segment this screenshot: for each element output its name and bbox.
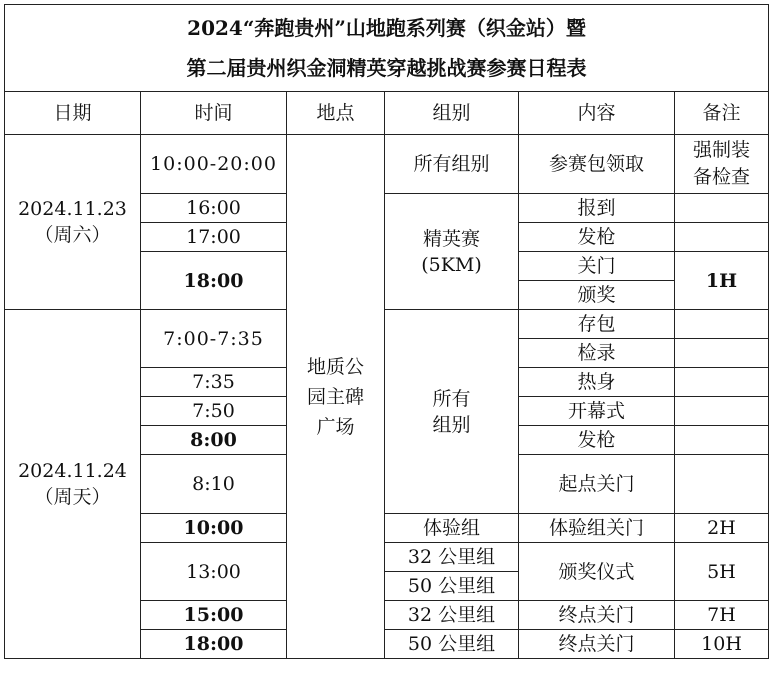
content-cell: 关门 — [519, 252, 675, 281]
time-cell: 16:00 — [141, 194, 287, 223]
group-cell: 50 公里组 — [385, 572, 519, 601]
content-cell: 颁奖 — [519, 281, 675, 310]
time-cell: 7:35 — [141, 368, 287, 397]
header-location: 地点 — [287, 92, 385, 135]
header-row — [5, 92, 769, 135]
time-cell: 8:00 — [141, 426, 287, 455]
time-cell: 18:00 — [141, 252, 287, 310]
time-cell: 13:00 — [141, 543, 287, 601]
remark-cell: 7H — [675, 601, 769, 630]
content-cell: 终点关门 — [519, 630, 675, 659]
group-cell: 32 公里组 — [385, 543, 519, 572]
time-cell: 10:00 — [141, 514, 287, 543]
content-cell: 发枪 — [519, 426, 675, 455]
content-cell: 存包 — [519, 310, 675, 339]
content-cell: 颁奖仪式 — [519, 543, 675, 601]
group-cell: 体验组 — [385, 514, 519, 543]
day2-group-all: 所有 组别 — [385, 310, 519, 514]
content-cell: 报到 — [519, 194, 675, 223]
content-cell: 起点关门 — [519, 455, 675, 514]
remark-cell: 10H — [675, 630, 769, 659]
remark-cell: 2H — [675, 514, 769, 543]
schedule-title — [5, 5, 769, 92]
header-time: 时间 — [141, 92, 287, 135]
time-cell: 10:00-20:00 — [141, 135, 287, 194]
remark-cell — [675, 426, 769, 455]
content-cell: 开幕式 — [519, 397, 675, 426]
time-cell: 7:50 — [141, 397, 287, 426]
header-date: 日期 — [5, 92, 141, 135]
time-cell: 18:00 — [141, 630, 287, 659]
content-cell: 体验组关门 — [519, 514, 675, 543]
day2-date: 2024.11.24 （周天） — [5, 310, 141, 659]
content-cell: 参赛包领取 — [519, 135, 675, 194]
table-row — [5, 310, 769, 339]
remark-cell — [675, 339, 769, 368]
remark-cell — [675, 455, 769, 514]
header-content: 内容 — [519, 92, 675, 135]
remark-cell: 强制装 备检查 — [675, 135, 769, 194]
content-cell: 终点关门 — [519, 601, 675, 630]
remark-cell — [675, 368, 769, 397]
remark-cell: 1H — [675, 252, 769, 310]
schedule-table — [4, 4, 769, 659]
remark-cell — [675, 310, 769, 339]
content-cell: 发枪 — [519, 223, 675, 252]
title-line-1: 2024“奔跑贵州”山地跑系列赛（织金站）暨 — [187, 16, 586, 40]
time-cell: 15:00 — [141, 601, 287, 630]
remark-cell: 5H — [675, 543, 769, 601]
content-cell: 检录 — [519, 339, 675, 368]
location-cell: 地质公 园主碑 广场 — [287, 135, 385, 659]
day1-date: 2024.11.23 （周六） — [5, 135, 141, 310]
remark-cell — [675, 223, 769, 252]
day1-group-all: 所有组别 — [385, 135, 519, 194]
remark-cell — [675, 397, 769, 426]
header-remark: 备注 — [675, 92, 769, 135]
content-cell: 热身 — [519, 368, 675, 397]
time-cell: 8:10 — [141, 455, 287, 514]
remark-cell — [675, 194, 769, 223]
header-group: 组别 — [385, 92, 519, 135]
day1-group-elite: 精英赛 (5KM) — [385, 194, 519, 310]
table-row — [5, 135, 769, 194]
time-cell: 7:00-7:35 — [141, 310, 287, 368]
group-cell: 32 公里组 — [385, 601, 519, 630]
title-line-2: 第二届贵州织金洞精英穿越挑战赛参赛日程表 — [186, 56, 587, 80]
time-cell: 17:00 — [141, 223, 287, 252]
group-cell: 50 公里组 — [385, 630, 519, 659]
